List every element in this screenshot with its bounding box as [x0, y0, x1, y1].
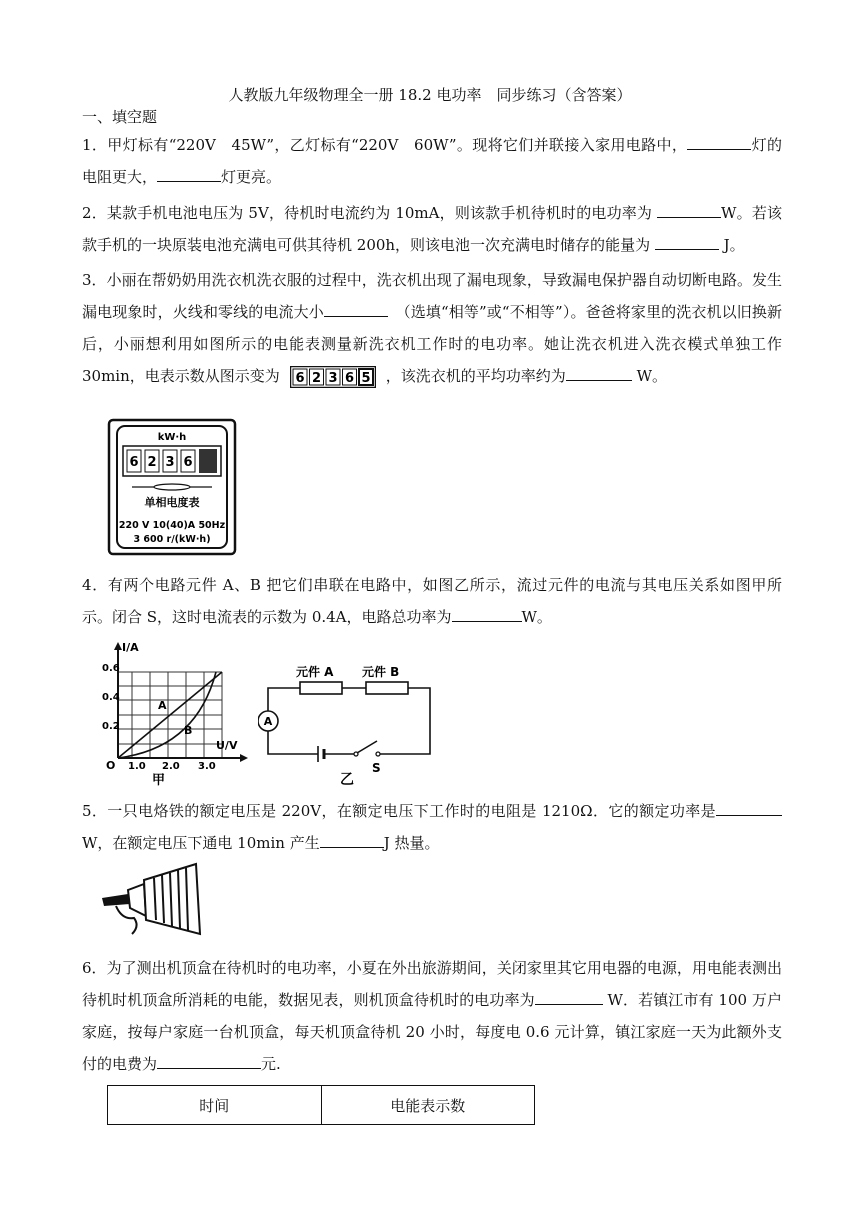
- iu-graph-figure: [100, 638, 250, 786]
- table-header-time: 时间: [108, 1086, 322, 1125]
- q1-text-3: 灯更亮。: [221, 168, 282, 186]
- inline-digit: 2: [311, 371, 321, 386]
- circuit-diagram-figure: [258, 658, 440, 790]
- inline-meter-reading: [290, 366, 376, 388]
- y-axis-arrow-icon: [114, 642, 122, 650]
- question-3: [82, 264, 782, 392]
- ammeter-label: A: [263, 715, 273, 728]
- question-6: [82, 952, 782, 1080]
- element-b-resistor: [366, 682, 408, 694]
- graph-x-label: U/V: [216, 739, 238, 752]
- q6-text-1: 6．为了测出机顶盒在待机时的电功率，小夏在外出旅游期间，关闭家里其它用电器的电源，用电能表测出待机时机顶盒所消耗的电能，数据见表，则机顶盒待机时的电功率为: [82, 959, 782, 1009]
- soldering-iron-figure: [100, 860, 204, 942]
- inline-digit: 3: [328, 371, 338, 386]
- switch-contact: [376, 752, 380, 756]
- x-axis-arrow-icon: [240, 754, 248, 762]
- x-tick-2.0: 2.0: [162, 761, 180, 772]
- curve-a-label: A: [158, 699, 167, 712]
- meter-digit: 6: [129, 455, 139, 470]
- y-tick-0.4: 0.4: [102, 692, 120, 703]
- meter-spec-2: 3 600 r/(kW·h): [133, 534, 211, 545]
- question-5: [82, 795, 782, 859]
- meter-spec-1: 220 V 10(40)A 50Hz: [118, 520, 226, 531]
- q6-blank-2[interactable]: [157, 1053, 261, 1069]
- inline-digit: 5: [361, 371, 371, 386]
- q5-blank-1[interactable]: [716, 800, 782, 816]
- y-tick-0.2: 0.2: [102, 721, 120, 732]
- table-row: [108, 1086, 535, 1125]
- meter-name: 单相电度表: [144, 496, 200, 509]
- table-header-reading: 电能表示数: [321, 1086, 535, 1125]
- q2-text-2: W。若该款手机的一块原装电池充满电可供其待机 200h，则该电池一次充满电时储存的能量为: [82, 204, 782, 254]
- graph-caption: 甲: [152, 773, 166, 786]
- q1-text-1: 1．甲灯标有“220V 45W”，乙灯标有“220V 60W”。现将它们并联接入家用电路中，: [82, 136, 688, 154]
- document-title: 人教版九年级物理全一册 18.2 电功率 同步练习（含答案）: [228, 86, 632, 104]
- circuit-caption: 乙: [340, 772, 354, 788]
- q1-text-2: 灯的电阻更大，: [82, 136, 782, 186]
- q5-text-3: J 热量。: [383, 834, 440, 852]
- switch-blade: [357, 741, 377, 753]
- q6-text-2: W．若镇江市有 100 万户家庭，按每户家庭一台机顶盒，每天机顶盒待机 20 小时，每度电 0.6 元计算，镇江家庭一天为此额外支付的电费为: [82, 991, 782, 1073]
- x-tick-3.0: 3.0: [198, 761, 216, 772]
- iron-tip-icon: [102, 894, 130, 906]
- q5-text-1: 5．一只电烙铁的额定电压是 220V，在额定电压下工作时的电阻是 1210Ω．它的额定功率是: [82, 802, 716, 820]
- graph-y-label: I/A: [122, 641, 139, 654]
- element-a-label: 元件 A: [296, 665, 334, 679]
- q2-text-3: J。: [718, 236, 745, 254]
- section-heading: 一、填空题: [82, 108, 158, 126]
- question-1: [82, 129, 782, 193]
- question-4: [82, 569, 782, 633]
- q5-blank-2[interactable]: [320, 832, 384, 848]
- q1-blank-2[interactable]: [157, 166, 221, 182]
- element-a-resistor: [300, 682, 342, 694]
- q2-text-1: 2．某款手机电池电压为 5V，待机时电流约为 10mA，则该款手机待机时的电功率为: [82, 204, 658, 222]
- inline-digit: 6: [344, 371, 354, 386]
- meter-data-table: [107, 1085, 535, 1125]
- q2-blank-2[interactable]: [655, 234, 719, 250]
- iron-collar-icon: [128, 884, 146, 916]
- meter-rotating-disc: [154, 484, 190, 490]
- q3-blank-1[interactable]: [324, 301, 388, 317]
- meter-digit: 6: [183, 455, 193, 470]
- q5-text-2: W，在额定电压下通电 10min 产生: [82, 834, 320, 852]
- inline-digit: 6: [295, 371, 305, 386]
- q1-blank-1[interactable]: [687, 134, 751, 150]
- q6-blank-1[interactable]: [535, 989, 603, 1005]
- q3-text-4: W。: [631, 367, 667, 385]
- q6-text-3: 元.: [261, 1055, 281, 1073]
- question-2: [82, 197, 782, 261]
- energy-meter-figure: [107, 418, 237, 556]
- y-tick-0.6: 0.6: [102, 663, 120, 674]
- switch-label: S: [372, 761, 381, 775]
- meter-digit: 3: [165, 455, 175, 470]
- wire-right: [378, 688, 430, 754]
- curve-b-label: B: [184, 724, 193, 737]
- q4-text-2: W。: [521, 608, 552, 626]
- x-tick-1.0: 1.0: [128, 761, 146, 772]
- q3-text-3: ，该洗衣机的平均功率约为: [385, 367, 566, 385]
- meter-unit: kW·h: [157, 432, 187, 443]
- q4-blank-1[interactable]: [452, 606, 522, 622]
- q3-text-2: （选填“相等”或“不相等”）。爸爸将家里的洗衣机以旧换新后，小丽想利用如图所示的电能表测量新洗衣机工作时的电功率。她让洗衣机进入洗衣模式单独工作 30min，电表示数从图示变为: [82, 303, 782, 385]
- element-b-label: 元件 B: [362, 665, 400, 679]
- q4-text-1: 4．有两个电路元件 A、B 把它们串联在电路中，如图乙所示，流过元件的电流与其电压关系如图甲所示。闭合 S，这时电流表的示数为 0.4A，电路总功率为: [82, 576, 782, 626]
- q3-blank-2[interactable]: [566, 365, 632, 381]
- q2-blank-1[interactable]: [657, 202, 721, 218]
- meter-last-digit-wheel: [199, 449, 217, 473]
- graph-origin: O: [106, 759, 116, 772]
- meter-digit: 2: [147, 455, 157, 470]
- q3-text-1: 3．小丽在帮奶奶用洗衣机洗衣服的过程中，洗衣机出现了漏电现象，导致漏电保护器自动切断电路。发生漏电现象时，火线和零线的电流大小: [82, 271, 782, 321]
